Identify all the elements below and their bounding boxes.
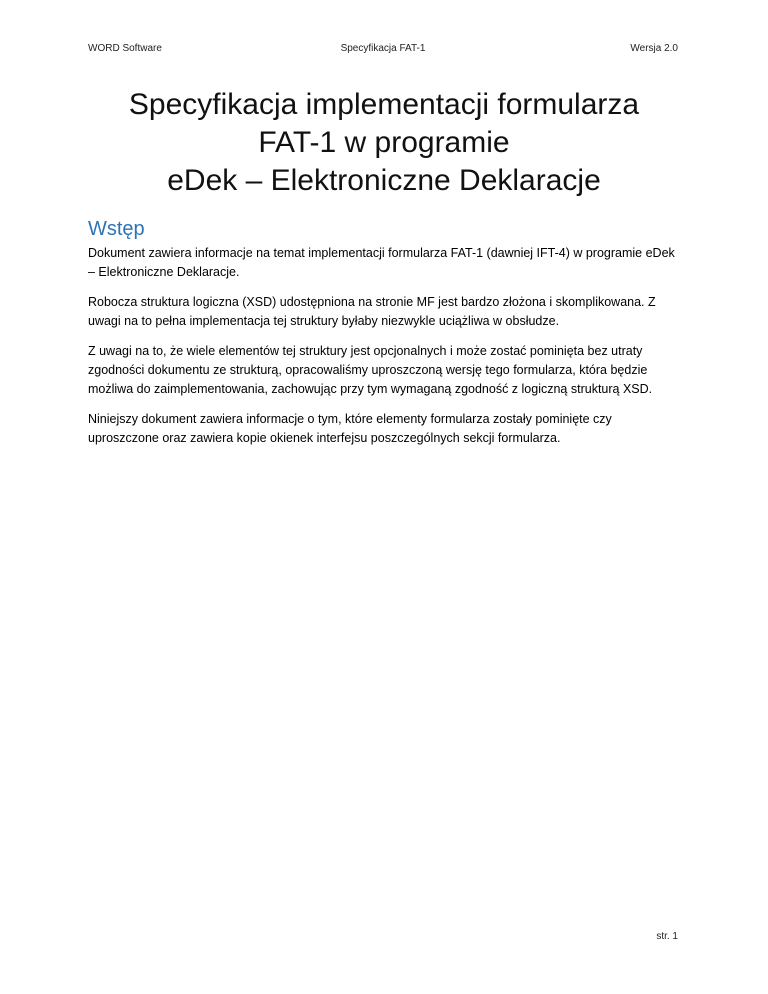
header-company: WORD Software bbox=[88, 43, 162, 54]
document-title bbox=[88, 86, 680, 200]
paragraph: Robocza struktura logiczna (XSD) udostępniona na stronie MF jest bardzo złożona i skomplikowana. Z uwagi na to pełna implementacja tej struktury byłaby niezwykle uciążliwa w obsłudze. bbox=[88, 295, 656, 328]
header-document-name: Specyfikacja FAT-1 bbox=[340, 43, 426, 54]
paragraph: Niniejszy dokument zawiera informacje o tym, które elementy formularza zostały pominięte czy uproszczone oraz zawiera kopie okienek interfejsu poszczególnych sekcji formularza. bbox=[88, 412, 612, 445]
paragraph: Z uwagi na to, że wiele elementów tej struktury jest opcjonalnych i może zostać pominięta bez utraty zgodności dokumentu ze strukturą, opracowaliśmy uproszczoną wersję tego formularza, która będzie możliwa do zaimplementowania, zachowując przy tym wymaganą zgodność z logiczną strukturą XSD. bbox=[88, 344, 653, 396]
section-heading: Wstęp bbox=[88, 218, 145, 240]
title-line-2: FAT-1 w programie bbox=[258, 126, 510, 159]
title-line-3: eDek – Elektroniczne Deklaracje bbox=[167, 164, 601, 197]
section-body bbox=[88, 244, 682, 459]
title-line-1: Specyfikacja implementacji formularza bbox=[128, 88, 640, 121]
paragraph: Dokument zawiera informacje na temat implementacji formularza FAT-1 (dawniej IFT-4) w programie eDek – Elektroniczne Deklaracje. bbox=[88, 246, 675, 279]
page-number: str. 1 bbox=[656, 931, 678, 942]
header-version: Wersja 2.0 bbox=[630, 43, 678, 54]
page-header bbox=[88, 42, 678, 56]
